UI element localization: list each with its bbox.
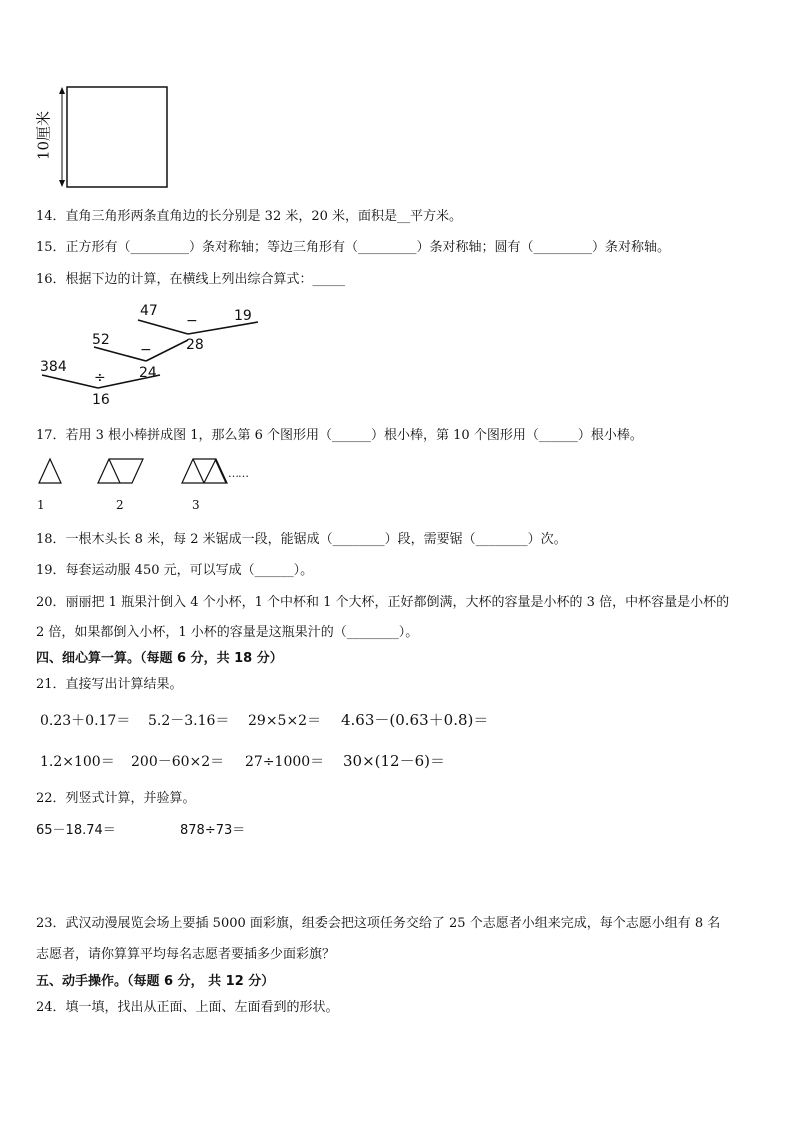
tree-line-top [138, 320, 188, 334]
calculation-tree [36, 300, 276, 412]
question-18: 18．一根木头长 8 米，每 2 米锯成一段，能锯成（________）段，需要锯（________）次。 [36, 532, 567, 547]
figure-1-triangle [39, 459, 61, 483]
tree-op-minus-2: − [140, 342, 152, 358]
figure-3-diag-2 [204, 459, 216, 483]
tree-op-minus-1: − [186, 313, 198, 329]
figure-3-diag-1 [215, 459, 226, 483]
tree-num-384: 384 [40, 359, 67, 375]
calc-1-3: 29×5×2＝ [248, 713, 322, 729]
tree-num-47: 47 [140, 303, 158, 319]
question-20-line-2: 2 倍，如果都倒入小杯，1 小杯的容量是这瓶果汁的（________）。 [36, 625, 419, 640]
tree-line-bottom [42, 375, 98, 388]
tree-num-52: 52 [92, 332, 110, 348]
dimension-arrow-top [59, 87, 65, 94]
square-figure-svg [35, 85, 170, 190]
question-23-line-2: 志愿者，请你算算平均每名志愿者要插多少面彩旗？ [36, 947, 336, 962]
figure-2-shape [98, 459, 143, 483]
tree-num-28: 28 [186, 337, 204, 353]
question-19: 19．每套运动服 450 元，可以写成（______）。 [36, 563, 314, 578]
tree-num-24: 24 [139, 365, 157, 381]
figure-label-1: 1 [37, 498, 45, 512]
square-side-label: 10厘米 [34, 110, 53, 161]
question-15: 15．正方形有（_________）条对称轴；等边三角形有（_________）条对称轴；圆有（_________）条对称轴。 [36, 240, 671, 255]
tree-op-divide: ÷ [94, 370, 106, 386]
calc-2-4: 30×(12－6)＝ [343, 752, 445, 770]
question-20-line-1: 20．丽丽把 1 瓶果汁倒入 4 个小杯，1 个中杯和 1 个大杯，正好都倒满，大杯的容量是小杯的 3 倍，中杯容量是小杯的 [36, 595, 730, 610]
section-4-title: 四、细心算一算。（每题 6 分，共 18 分） [36, 651, 283, 666]
calc-1-1: 0.23＋0.17＝ [40, 713, 131, 729]
question-22: 22．列竖式计算，并验算。 [36, 791, 196, 806]
pattern-ellipsis: …… [228, 467, 248, 480]
calc-1-2: 5.2－3.16＝ [148, 713, 230, 729]
tree-line-mid-right [146, 340, 188, 361]
dimension-arrow-bottom [59, 180, 65, 187]
calc-1-4: 4.63－(0.63＋0.8)＝ [341, 711, 489, 729]
calc-2-2: 200－60×2＝ [131, 754, 225, 770]
question-24: 24．填一填，找出从正面、上面、左面看到的形状。 [36, 1000, 339, 1015]
stick-pattern-figures [36, 455, 276, 515]
figure-label-3: 3 [192, 498, 200, 512]
calc-2-1: 1.2×100＝ [40, 754, 115, 770]
calc-2-3: 27÷1000＝ [245, 754, 325, 770]
figure-3-diag-3 [193, 459, 204, 483]
question-23-line-1: 23．武汉动漫展览会场上要插 5000 面彩旗，组委会把这项任务交给了 25 个志愿者小组来完成，每个志愿小组有 8 名 [36, 916, 721, 931]
question-21: 21．直接写出计算结果。 [36, 677, 183, 692]
figure-2-diagonal [109, 459, 120, 483]
figure-label-2: 2 [116, 498, 124, 512]
question-17: 17．若用 3 根小棒拼成图 1，那么第 6 个图形用（______）根小棒，第 10 个图形用（______）根小棒。 [36, 428, 643, 443]
question-14: 14．直角三角形两条直角边的长分别是 32 米，20 米，面积是__平方米。 [36, 209, 463, 224]
tree-line-mid [94, 347, 146, 361]
tree-num-16: 16 [92, 392, 110, 408]
square-shape [67, 87, 167, 187]
square-figure [35, 85, 170, 190]
tree-num-19: 19 [234, 308, 252, 324]
vertical-calc-1: 65－18.74＝ [36, 823, 116, 838]
section-5-title: 五、动手操作。（每题 6 分， 共 12 分） [36, 974, 275, 989]
vertical-calc-2: 878÷73＝ [180, 823, 246, 838]
question-16: 16．根据下边的计算，在横线上列出综合算式：_____ [36, 272, 346, 287]
